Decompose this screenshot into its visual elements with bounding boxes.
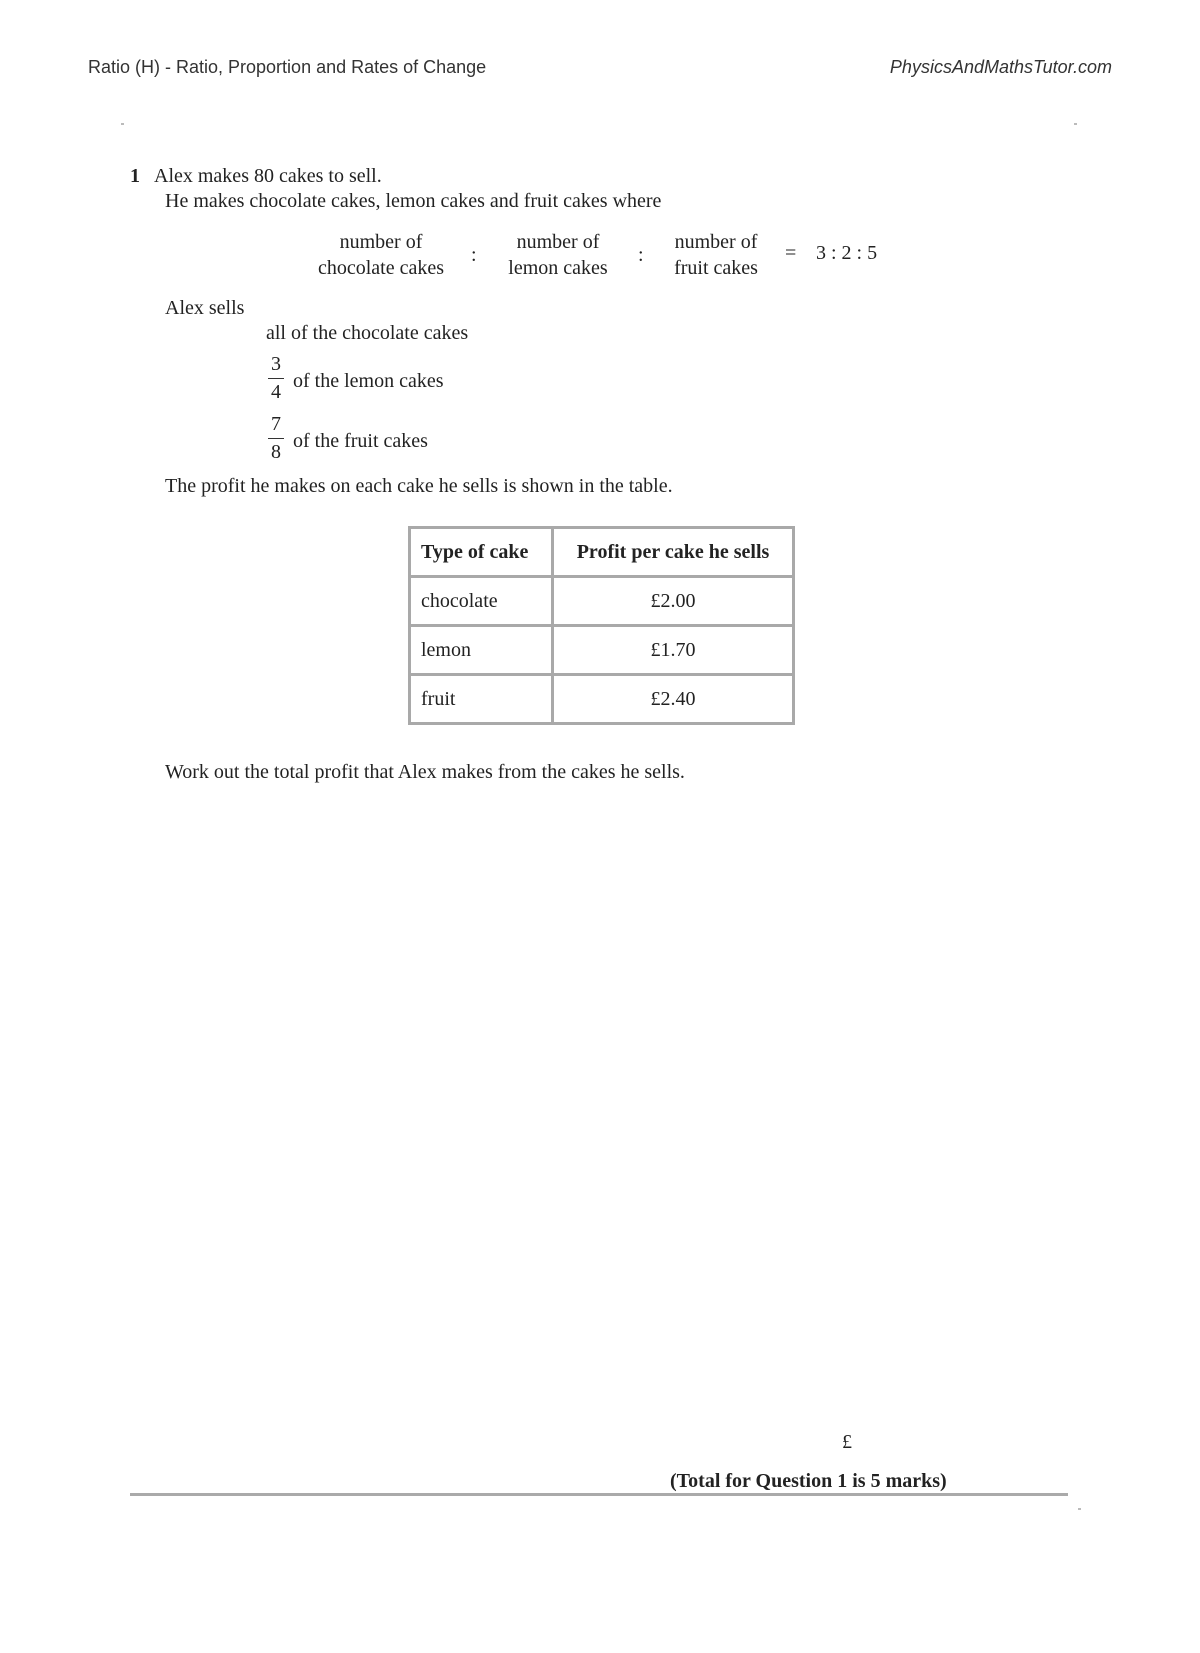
ratio-separator: : bbox=[471, 244, 477, 266]
ratio-term-bottom: chocolate cakes bbox=[317, 257, 445, 279]
ratio-term-fruit bbox=[664, 229, 768, 281]
fraction-bar bbox=[268, 378, 284, 379]
table-cell-type: lemon bbox=[410, 626, 553, 675]
ratio-value: 3 : 2 : 5 bbox=[816, 242, 878, 264]
fraction-fruit-text: of the fruit cakes bbox=[293, 430, 428, 452]
ratio-term-chocolate bbox=[305, 229, 457, 281]
bottom-rule bbox=[130, 1493, 1068, 1496]
fraction-numerator: 7 bbox=[271, 413, 281, 435]
table-header-profit: Profit per cake he sells bbox=[553, 528, 794, 577]
fraction-denominator: 8 bbox=[271, 441, 281, 463]
ratio-term-bottom: fruit cakes bbox=[674, 257, 758, 279]
corner-mark-bottom bbox=[1078, 1508, 1081, 1510]
question-line-2: He makes chocolate cakes, lemon cakes and fruit cakes where bbox=[165, 190, 662, 212]
fraction-bar bbox=[268, 438, 284, 439]
table-header-type: Type of cake bbox=[410, 528, 553, 577]
table-cell-type: fruit bbox=[410, 675, 553, 724]
fraction-numerator: 3 bbox=[271, 353, 281, 375]
question-line-1: Alex makes 80 cakes to sell. bbox=[154, 165, 382, 187]
sells-intro: Alex sells bbox=[165, 297, 245, 319]
table-cell-type: chocolate bbox=[410, 577, 553, 626]
ratio-separator: : bbox=[638, 244, 644, 266]
question-instruction: Work out the total profit that Alex makes from the cakes he sells. bbox=[165, 761, 685, 783]
answer-currency: £ bbox=[842, 1431, 852, 1453]
ratio-term-top: number of bbox=[516, 231, 600, 253]
ratio-equals: = bbox=[785, 242, 797, 264]
fraction-lemon bbox=[268, 353, 284, 403]
table-cell-profit: £1.70 bbox=[553, 626, 794, 675]
table-cell-profit: £2.40 bbox=[553, 675, 794, 724]
question-number: 1 bbox=[130, 165, 140, 187]
fraction-denominator: 4 bbox=[271, 381, 281, 403]
corner-mark-left bbox=[121, 123, 124, 125]
fraction-lemon-text: of the lemon cakes bbox=[293, 370, 444, 392]
fraction-fruit bbox=[268, 413, 284, 463]
question-total-marks: (Total for Question 1 is 5 marks) bbox=[670, 1470, 947, 1492]
ratio-term-top: number of bbox=[339, 231, 423, 253]
profit-table bbox=[408, 526, 795, 725]
table-intro: The profit he makes on each cake he sells is shown in the table. bbox=[165, 475, 673, 497]
ratio-term-top: number of bbox=[674, 231, 758, 253]
ratio-term-lemon bbox=[498, 229, 618, 281]
ratio-term-bottom: lemon cakes bbox=[508, 257, 608, 279]
sells-all-chocolate: all of the chocolate cakes bbox=[266, 322, 469, 344]
header-site: PhysicsAndMathsTutor.com bbox=[889, 57, 1112, 77]
table-header-row bbox=[410, 528, 794, 577]
header-title: Ratio (H) - Ratio, Proportion and Rates of Change bbox=[88, 57, 487, 77]
table-row bbox=[410, 577, 794, 626]
table-row bbox=[410, 675, 794, 724]
table-row bbox=[410, 626, 794, 675]
table-cell-profit: £2.00 bbox=[553, 577, 794, 626]
corner-mark-right bbox=[1074, 123, 1077, 125]
